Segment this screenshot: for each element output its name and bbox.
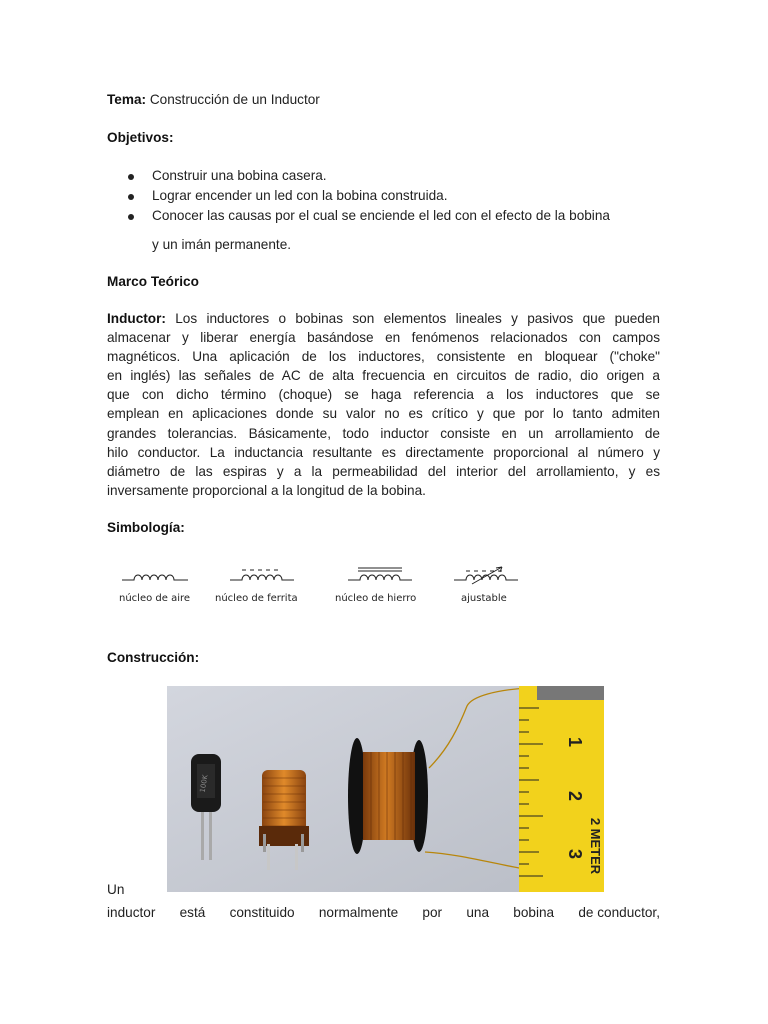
topic-value: Construcción de un Inductor	[149, 92, 320, 107]
inductor-paragraph-line: inversamente proporcional a la longitud de la bobina.	[107, 483, 426, 498]
svg-text:2 METER: 2 METER	[588, 817, 603, 875]
iron-core-inductor-icon	[346, 566, 416, 584]
construction-last-line: inductor está constituido normalmente por una bobina de conductor,	[107, 905, 660, 920]
topic-line	[107, 92, 320, 107]
topic-label: Tema:	[107, 92, 147, 107]
bullet-icon	[128, 174, 134, 180]
svg-text:3: 3	[565, 848, 585, 860]
theory-heading: Marco Teórico	[107, 274, 199, 289]
air-core-inductor-icon	[120, 568, 190, 584]
inductor-paragraph-line: almacenar y liberar energía basándose en fenómenos relacionados con campos	[107, 330, 660, 345]
objective-item-continuation: y un imán permanente.	[152, 237, 292, 252]
symbol-label-air: núcleo de aire	[119, 593, 191, 604]
bullet-icon	[128, 194, 134, 200]
adjustable-inductor-icon	[452, 564, 522, 586]
inductor-paragraph-line: grandes tolerancias. Básicamente, todo inductor consiste en un arrollamiento de	[107, 426, 660, 441]
document-page: Tema: Construcción de un Inductor Objetivos: Construir una bobina casera. Lograr encender un led con la bobina construida. Conocer las causas por el cual se enciende el led con el efecto de la bobina y un imán permanente. Marco Teórico Inductor: Los inductores o bobinas son elementos lineales y pasivos que pueden almacenar y liberar energía basándose en fenómenos relacionados con campos magnéticos. Una aplicación de los inductores, consistente en bloquear ("choke" en inglés) las señales de AC de alta frecuencia en circuitos de radio, dio origen a que con dicho término (choque) se haga referencia a los inductores que se emplean en aplicaciones donde su valor no es crítico y que por lo tanto admiten grandes tolerancias. Básicamente, todo inductor consiste en un arrollamiento de hilo conductor. La inductancia resultante es directamente proporcional al número y diámetro de las espiras y a la permeabilidad del interior del arrollamiento, y es inversamente proporcional a la longitud de la bobina. Simbología: núcleo de aire núcleo de ferrita núcleo de hierro ajustable Construcción: 100K 1 2 3 2 METER Un inductor está constituido normalmente por una bobina de conductor,	[107, 92, 660, 920]
symbol-label-iron: núcleo de hierro	[335, 593, 417, 604]
inductor-paragraph-line: que con dicho término (choque) se haga referencia a los inductores que se	[107, 387, 660, 402]
symbol-label-adjustable: ajustable	[461, 593, 507, 604]
svg-text:1: 1	[565, 736, 585, 748]
inductor-paragraph-line: diámetro de las espiras y a la permeabilidad del interior del arrollamiento, y es	[107, 464, 660, 479]
inductor-paragraph-line: magnéticos. Una aplicación de los inductores, consistente en bloquear ("choke"	[107, 349, 660, 364]
objectives-heading: Objetivos:	[107, 130, 174, 145]
inductor-label: Inductor:	[107, 311, 166, 326]
inductors-photo	[167, 686, 604, 892]
measuring-tape	[519, 686, 604, 892]
svg-text:2: 2	[565, 790, 585, 802]
symbology-heading: Simbología:	[107, 520, 185, 535]
svg-text:100K: 100K	[198, 774, 210, 794]
construction-caption-start: Un	[107, 882, 125, 897]
bullet-icon	[128, 214, 134, 220]
inductor-paragraph-line: Inductor: Los inductores o bobinas son elementos lineales y pasivos que pueden	[107, 311, 660, 326]
inductor-paragraph-line: emplean en aplicaciones donde su valor no es crítico y que por lo tanto admiten	[107, 406, 660, 421]
ferrite-core-inductor-icon	[228, 566, 298, 584]
inductor-paragraph-line: hilo conductor. La inductancia resultante es directamente proporcional al número y	[107, 445, 660, 460]
construction-heading: Construcción:	[107, 650, 200, 665]
symbol-label-ferrite: núcleo de ferrita	[215, 593, 298, 604]
inductor-paragraph-line: en inglés) las señales de AC de alta frecuencia en circuitos de radio, dio origen a	[107, 368, 660, 383]
